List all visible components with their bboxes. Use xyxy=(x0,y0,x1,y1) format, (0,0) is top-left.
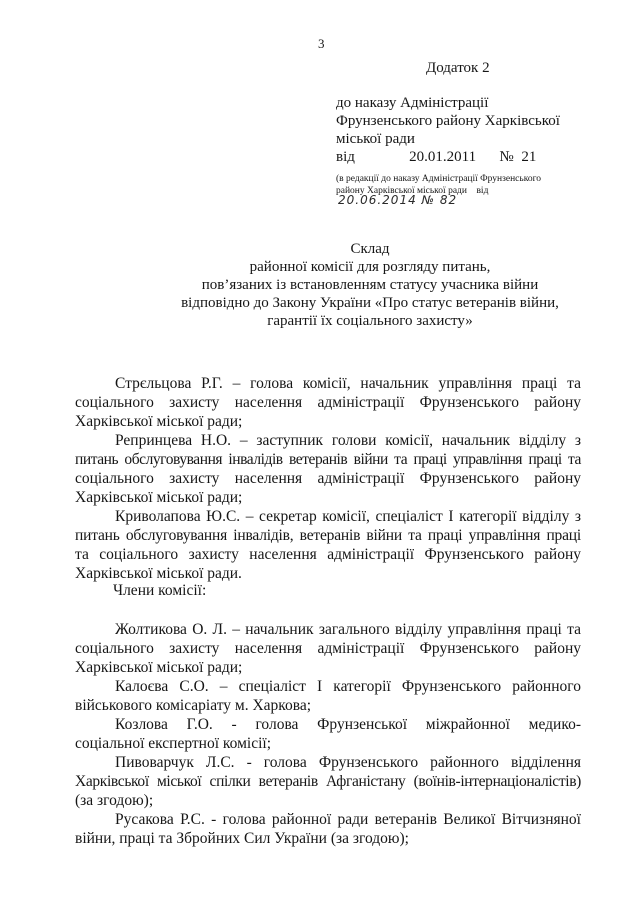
text-line: Калоєва С.О. – спеціаліст І категорії Фрунзенського районного xyxy=(115,678,581,695)
text-line: Харківської міської ради. xyxy=(75,565,242,582)
text-line: та соціального захисту населення адміністрації Фрунзенського району xyxy=(75,546,581,563)
reference-date: від 20.01.2011 № 21 xyxy=(336,149,537,165)
member-paragraph xyxy=(75,715,581,753)
text-line: питань обслуговування інвалідів, ветеранів війни та праці управління праці xyxy=(75,527,581,544)
text-line: соціальної експертної комісії; xyxy=(75,735,272,752)
member-paragraph xyxy=(75,677,581,715)
title-line: пов’язаних із встановленням статусу учасника війни xyxy=(201,277,539,293)
title-line: Склад xyxy=(350,241,390,257)
secretary-paragraph xyxy=(75,507,581,583)
document-title xyxy=(95,240,642,330)
text-line: соціального захисту населення адміністрації Фрунзенського району xyxy=(75,640,581,657)
text-line: Козлова Г.О. - голова Фрунзенської міжрайонної медико- xyxy=(115,716,581,733)
text-line: військового комісаріату м. Харкова; xyxy=(75,697,312,714)
title-line: відповідно до Закону України «Про статус ветеранів війни, xyxy=(181,295,559,311)
deputy-paragraph xyxy=(75,431,581,507)
text-line: Криволапова Ю.С. – секретар комісії, спеціаліст І категорії відділу з xyxy=(115,508,581,525)
text-line: Пивоварчук Л.С. - голова Фрунзенського районного відділення xyxy=(115,754,581,771)
page-number: 3 xyxy=(318,36,325,51)
text-line: Русакова Р.С. - голова районної ради ветеранів Великої Вітчизняної xyxy=(115,811,581,828)
title-line: гарантії їх соціального захисту» xyxy=(267,313,473,329)
reference-line: Фрунзенського району Харківської xyxy=(336,113,560,129)
text-line: Харківської міської ради; xyxy=(75,659,243,676)
text-line: Стрєльцова Р.Г. – голова комісії, начальник управління праці та xyxy=(115,375,581,392)
reference-line: міської ради xyxy=(336,131,415,147)
order-reference xyxy=(336,94,560,166)
text-line: Харківської міської ради; xyxy=(75,489,243,506)
edit-note-line: (в редакції до наказу Адміністрації Фрунзенського xyxy=(336,174,542,184)
text-line: війни, праці та Збройних Сил України (за згодою); xyxy=(75,830,409,847)
title-line: районної комісії для розгляду питань, xyxy=(249,259,491,275)
text-line: Харківської міської спілки ветеранів Афганістану (воїнів-інтернаціоналістів) xyxy=(75,773,581,790)
text-line: соціального захисту населення адміністрації Фрунзенського району xyxy=(75,394,581,411)
appendix-title: Додаток 2 xyxy=(426,60,490,76)
chair-paragraph xyxy=(75,374,581,431)
text-line: соціального захисту населення адміністрації Фрунзенського району xyxy=(75,470,581,487)
member-paragraph xyxy=(75,753,581,810)
handwritten-date: 20.06.2014 № 82 xyxy=(338,193,458,207)
member-paragraph xyxy=(75,620,581,677)
edit-note-line: району Харківської міської ради від xyxy=(336,186,489,196)
text-line: (за згодою); xyxy=(75,792,154,809)
text-line: Репринцева Н.О. – заступник голови комісії, начальник відділу з xyxy=(115,432,581,449)
text-line: питань обслуговування інвалідів ветеранів війни та праці управління праці та xyxy=(75,451,581,468)
member-paragraph xyxy=(75,810,581,848)
text-line: Жолтикова О. Л. – начальник загального відділу управління праці та xyxy=(115,621,581,638)
reference-line: до наказу Адміністрації xyxy=(336,95,489,111)
text-line: Харківської міської ради; xyxy=(75,413,243,430)
members-heading: Члени комісії: xyxy=(113,582,207,599)
